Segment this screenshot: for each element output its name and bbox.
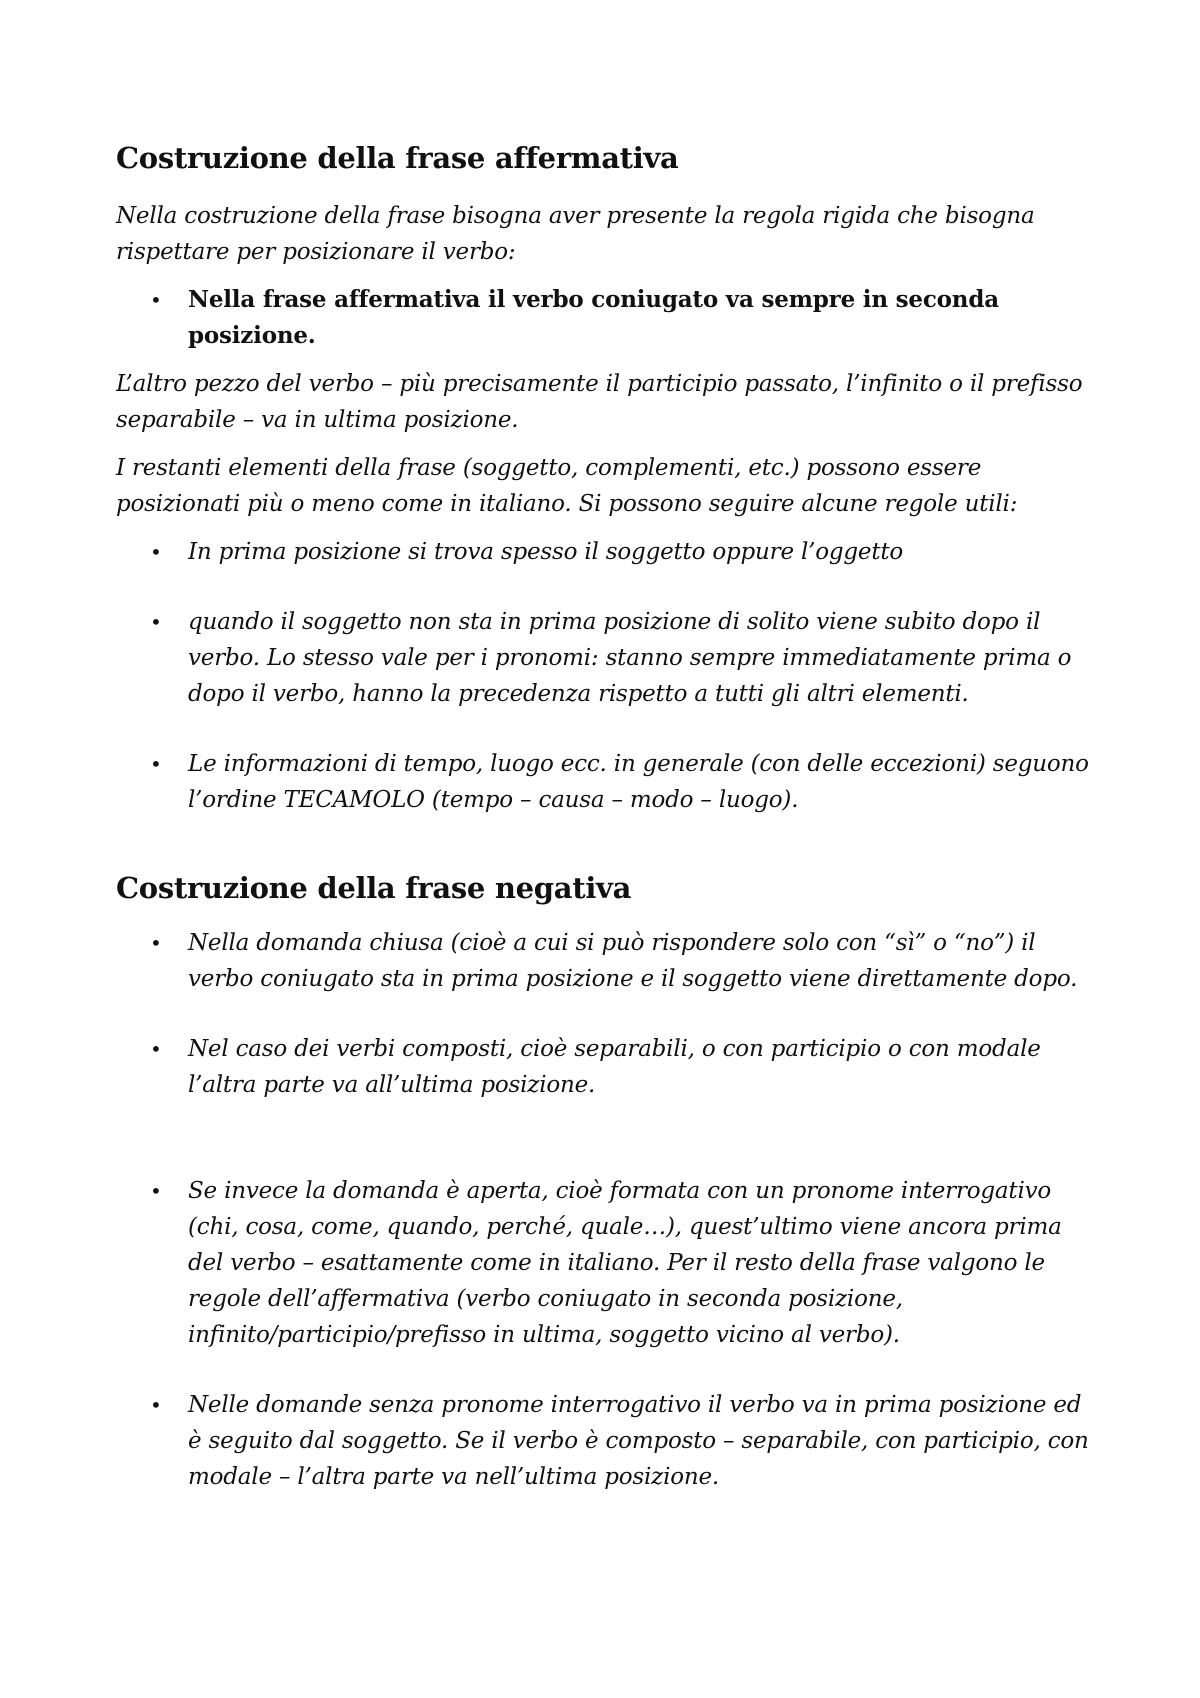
rule-text: Nella frase affermativa il verbo coniugato va sempre in seconda posizione. (188, 285, 999, 349)
verb-parts-paragraph: L’altro pezzo del verbo – più precisamente il participio passato, l’infinito o il prefisso separabile – va in ultima posizione. (116, 370, 1083, 433)
other-elements-paragraph: I restanti elementi della frase (soggetto, complementi, etc.) possono essere posizionati più o meno come in italiano. Si possono seguire alcune regole utili: (116, 454, 1018, 517)
list-item-text: quando il soggetto non sta in prima posizione di solito viene subito dopo il verbo. Lo stesso vale per i pronomi: stanno sempre immediatamente prima o dopo il verbo, hanno la precedenza rispetto a tutti gli altri elementi. (188, 608, 1072, 707)
affirmative-tips-list (116, 534, 1096, 818)
bullet-icon: • (150, 1179, 162, 1204)
list-item (116, 534, 1096, 570)
list-item (116, 604, 1096, 712)
list-item (116, 1387, 1096, 1495)
bullet-icon: • (150, 931, 162, 956)
rule-list (116, 282, 1096, 354)
bullet-icon: • (150, 287, 162, 312)
intro-paragraph: Nella costruzione della frase bisogna aver presente la regola rigida che bisogna rispettare per posizionare il verbo: (116, 202, 1035, 265)
bullet-icon: • (150, 751, 162, 776)
bullet-icon: • (150, 539, 162, 564)
list-item-text: Nella domanda chiusa (cioè a cui si può rispondere solo con “sì” o “no”) il verbo coniugato sta in prima posizione e il soggetto viene direttamente dopo. (188, 930, 1078, 993)
document-page (116, 140, 1096, 1507)
list-item-text: Le informazioni di tempo, luogo ecc. in generale (con delle eccezioni) seguono l’ordine TECAMOLO (tempo – causa – modo – luogo). (188, 750, 1089, 813)
list-item (116, 282, 1096, 354)
list-item-text: Nel caso dei verbi composti, cioè separabili, o con participio o con modale l’altra parte va all’ultima posizione. (188, 1036, 1041, 1099)
list-item-text: In prima posizione si trova spesso il soggetto oppure l’oggetto (188, 538, 904, 565)
heading-affirmative: Costruzione della frase affermativa (116, 141, 679, 175)
negative-rules-list (116, 925, 1096, 1495)
list-item (116, 1031, 1096, 1103)
heading-negative: Costruzione della frase negativa (116, 870, 632, 905)
bullet-icon: • (150, 609, 162, 634)
list-item (116, 1173, 1096, 1353)
bullet-icon: • (150, 1393, 162, 1418)
list-item-text: Nelle domande senza pronome interrogativo il verbo va in prima posizione ed è seguito dal soggetto. Se il verbo è composto – separabile, con participio, con modale – l’altra parte va nell’ultima posizione. (188, 1392, 1089, 1491)
list-item-text: Se invece la domanda è aperta, cioè formata con un pronome interrogativo (chi, cosa, come, quando, perché, quale…), quest’ultimo viene ancora prima del verbo – esattamente come in italiano. Per il resto della frase valgono le regole dell’affermativa (verbo coniugato in seconda posizione, infinito/participio/prefisso in ultima, soggetto vicino al verbo). (188, 1178, 1062, 1349)
list-item (116, 925, 1096, 997)
bullet-icon: • (150, 1037, 162, 1062)
list-item (116, 746, 1096, 818)
